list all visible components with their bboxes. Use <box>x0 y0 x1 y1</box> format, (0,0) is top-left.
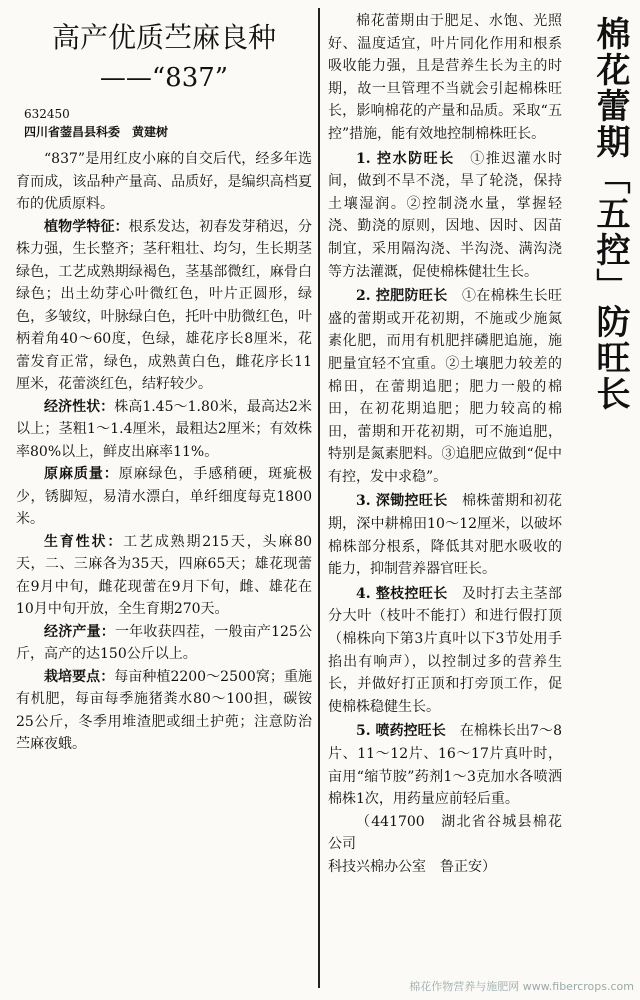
vertical-headline: 棉花蕾期「五控」防旺长 <box>590 16 630 412</box>
control-item-label: 1. 控水防旺长 <box>356 150 455 167</box>
article-section <box>16 621 312 666</box>
footer-org: 湖北省谷城县棉花公司 <box>328 813 563 853</box>
section-text: 一年收获四茬，一般亩产125公斤，高产的达150公斤以上。 <box>16 623 312 662</box>
control-item <box>328 720 562 810</box>
footer-office: 科技兴棉办公室 鲁正安） <box>328 858 496 875</box>
control-item <box>328 285 562 488</box>
article-section <box>16 666 312 756</box>
section-label: 生育性状： <box>44 533 124 550</box>
control-item <box>328 490 562 580</box>
control-item-text: ①在棉株生长旺盛的蕾期或开花初期，不施或少施氮素化肥，而用有机肥拌磷肥追施，施肥量宜轻不宜重。②土壤肥力较差的棉田，在蕾期追肥；肥力一般的棉田，在初花期追肥；肥力较高的棉田，蕾期和开花初期，可不施追肥，特别是氮素肥料。③追肥应做到“促中有控，发中求稳”。 <box>328 288 563 485</box>
section-label: 原麻质量： <box>44 466 119 482</box>
article-section <box>16 463 312 531</box>
control-item <box>328 148 562 284</box>
control-item-label: 4. 整枝控旺长 <box>356 585 448 602</box>
section-label: 栽培要点： <box>44 668 115 685</box>
watermark: 棉花作物营养与施肥网 www.fibercrops.com <box>409 980 634 993</box>
article-subtitle: ——“837” <box>99 63 229 93</box>
cotton-intro: 棉花蕾期由于肥足、水饱、光照好、温度适宜，叶片同化作用和根系吸收能力强，且是营养生长为主的时期，故一旦管理不当就会引起棉株旺长，影响棉花的产量和品质。采取“五控”措施，能有效地控制棉株旺长。 <box>328 13 562 142</box>
control-item-text: 在棉株长出7～8片、11～12片、16～17片真叶时，亩用“缩节胺”药剂1～3克加水各喷洒棉株1次，用药量应前轻后重。 <box>328 723 562 808</box>
section-label: 经济性状： <box>44 398 115 415</box>
cotton-items <box>328 148 562 811</box>
control-item <box>328 583 562 719</box>
article-section <box>16 396 312 464</box>
section-text: 工艺成熟期215天，头麻80天，二、三麻各为35天，四麻65天；雄花现蕾在9月中旬，雌花现蕾在9月下旬，雌、雄花在10月中旬开放，全生育期270天。 <box>16 533 312 617</box>
spacer <box>455 151 471 167</box>
control-item-label: 3. 深锄控旺长 <box>356 493 448 510</box>
control-item-label: 2. 控肥防旺长 <box>356 288 448 305</box>
section-text: 原麻绿色，手感稍硬，斑疵极少，锈脚短，易清水漂白，单纤细度每克1800米。 <box>16 466 313 527</box>
article-sections <box>16 216 312 756</box>
spacer <box>446 723 460 739</box>
postal-code: 632450 <box>24 107 70 121</box>
spacer <box>448 288 462 304</box>
left-article <box>16 12 312 756</box>
column-divider <box>318 8 320 988</box>
article-author: 四川省蓥昌县科委 黄建树 <box>24 125 169 139</box>
article-intro: “837”是用红皮小麻的自交后代，经多年选育而成，该品种产量高、品质好，是编织高档夏布的优质原料。 <box>16 151 312 212</box>
article-section <box>16 216 312 396</box>
article-title: 高产优质苎麻良种 <box>51 21 276 54</box>
right-article <box>328 10 562 879</box>
control-item-text: ①推迟灌水时间，做到不旱不浇，旱了轮浇，保持土壤湿润。②控制浇水量，掌握轻浇、勤浇的原则，因地、因时、因苗制宜，采用隔沟浇、半沟浇、满沟浇等方法灌溉，促使棉株健壮生长。 <box>328 150 563 280</box>
footer-code: （441700 <box>356 813 425 830</box>
control-item-text: 及时打去主茎部分大叶（枝叶不能打）和进行假打顶（棉株向下第3片真叶以下3节处用手掐出有响声），以控制过多的营养生长，并做好打正顶和打旁顶工作，促使棉株稳健生长。 <box>328 585 563 715</box>
section-text: 株高1.45～1.80米，最高达2米以上；茎粗1～1.4厘米，最粗达2厘米；有效株率80%以上，鲜皮出麻率11%。 <box>16 398 312 460</box>
spacer <box>448 493 462 509</box>
section-label: 经济产量： <box>44 623 115 640</box>
section-label: 植物学特征： <box>44 218 129 235</box>
section-text: 每亩种植2200～2500窝；重施有机肥，每亩每季施猪粪水80～100担，碳铵25公斤，冬季用堆渣肥或细土护蔸；注意防治苎麻夜蛾。 <box>16 668 312 752</box>
control-item-text: 棉株蕾期和初花期，深中耕棉田10～12厘米，以破坏棉株部分根系，降低其对肥水吸收的能力，抑制营养器官旺长。 <box>328 493 563 578</box>
spacer <box>448 586 462 602</box>
footer-code-org <box>328 811 562 856</box>
article-section <box>16 531 312 621</box>
control-item-label: 5. 喷药控旺长 <box>356 723 446 740</box>
section-text: 根系发达，初春发芽稍迟，分株力强，生长整齐；茎秆粗壮、均匀，生长期茎绿色，工艺成熟期绿褐色，茎基部微红，麻骨白绿色；出土幼芽心叶微红色，叶片正圆形，绿色，多皱纹，叶脉绿白色，托叶中肋微红色，叶柄着角40～60度，色绿，雄花序长8厘米，花蕾发育正常，绿色，成熟黄白色，雌花序长11厘米，花蕾淡红色，结籽较少。 <box>16 218 313 392</box>
